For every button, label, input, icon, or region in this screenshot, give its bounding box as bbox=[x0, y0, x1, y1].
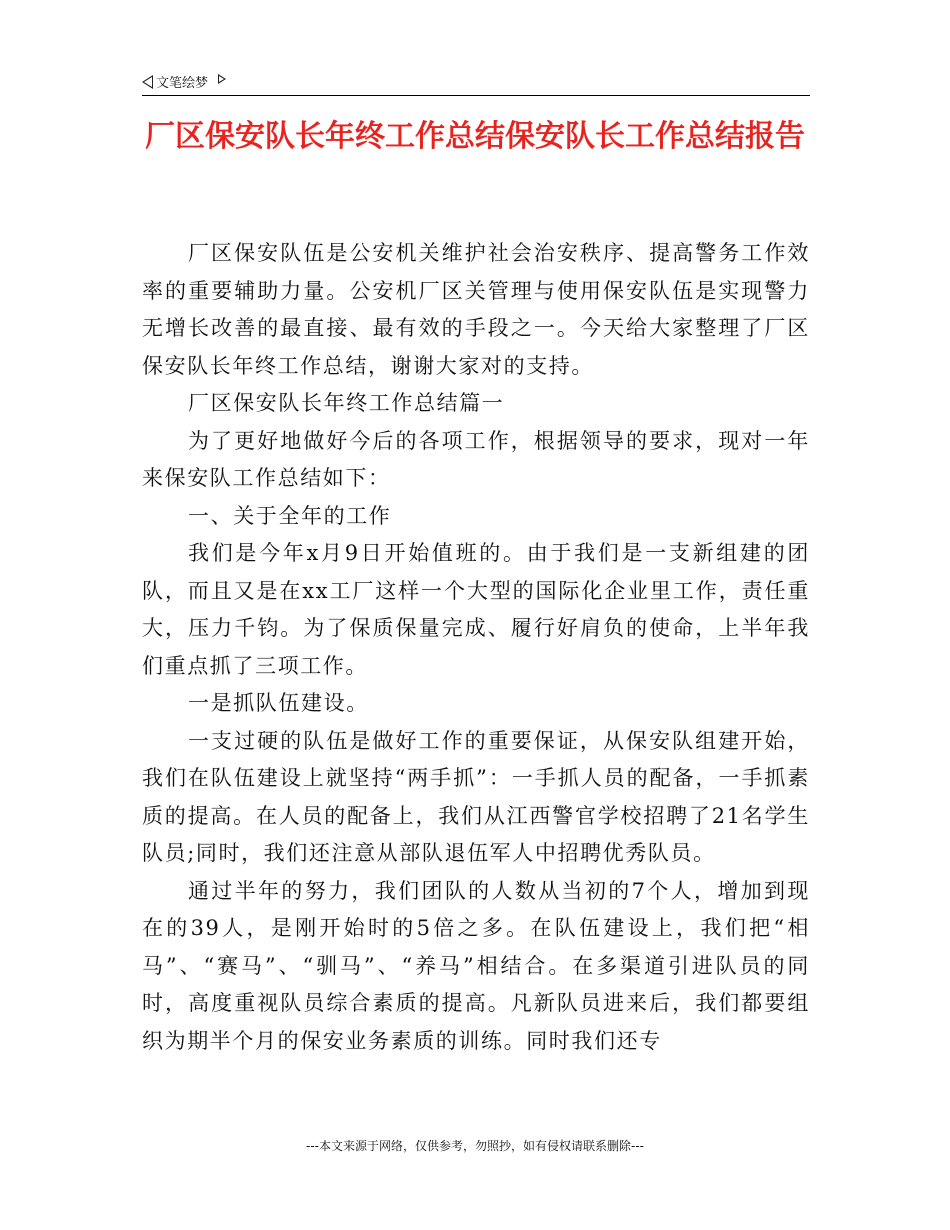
section-heading: 一、关于全年的工作 bbox=[188, 503, 392, 528]
triangle-left-icon bbox=[142, 75, 153, 89]
brand bbox=[142, 72, 226, 91]
brand-name: 文笔绘梦 bbox=[156, 76, 209, 91]
document-title: 厂区保安队长年终工作总结保安队长工作总结报告 bbox=[145, 119, 805, 154]
triangle-right-icon bbox=[218, 74, 226, 84]
section-heading: 厂区保安队长年终工作总结篇一 bbox=[188, 391, 505, 415]
page-footer: ---本文来源于网络，仅供参考，勿照抄，如有侵权请联系删除--- bbox=[306, 1139, 644, 1153]
paragraph: 为了更好地做好今后的各项工作，根据领导的要求，现对一年来保安队工作总结如下： bbox=[142, 428, 810, 490]
paragraph-intro: 厂区保安队伍是公安机关维护社会治安秩序、提高警务工作效率的重要辅助力量。公安机厂区关管理与使用保安队伍是实现警力无增长改善的最直接、最有效的手段之一。今天给大家整理了厂区保安队长年终工作总结，谢谢大家对的支持。 bbox=[142, 241, 810, 378]
paragraph: 我们是今年x月9日开始值班的。由于我们是一支新组建的团队，而且又是在xx工厂这样一个大型的国际化企业里工作，责任重大，压力千钧。为了保质保量完成、履行好肩负的使命，上半年我们重点抓了三项工作。 bbox=[142, 541, 810, 678]
paragraph: 通过半年的努力，我们团队的人数从当初的7个人，增加到现在的39人，是刚开始时的5倍之多。在队伍建设上，我们把“相马”、“赛马”、“驯马”、“养马”相结合。在多渠道引进队员的同时，高度重视队员综合素质的提高。凡新队员进来后，我们都要组织为期半个月的保安业务素质的训练。同时我们还专 bbox=[142, 878, 810, 1053]
document-body bbox=[142, 235, 810, 1060]
section-heading: 一是抓队伍建设。 bbox=[188, 691, 369, 715]
paragraph: 一支过硬的队伍是做好工作的重要保证，从保安队组建开始，我们在队伍建设上就坚持“两手抓”：一手抓人员的配备，一手抓素质的提高。在人员的配备上，我们从江西警官学校招聘了21名学生队员;同时，我们还注意从部队退伍军人中招聘优秀队员。 bbox=[142, 728, 810, 865]
page-header bbox=[142, 70, 810, 96]
